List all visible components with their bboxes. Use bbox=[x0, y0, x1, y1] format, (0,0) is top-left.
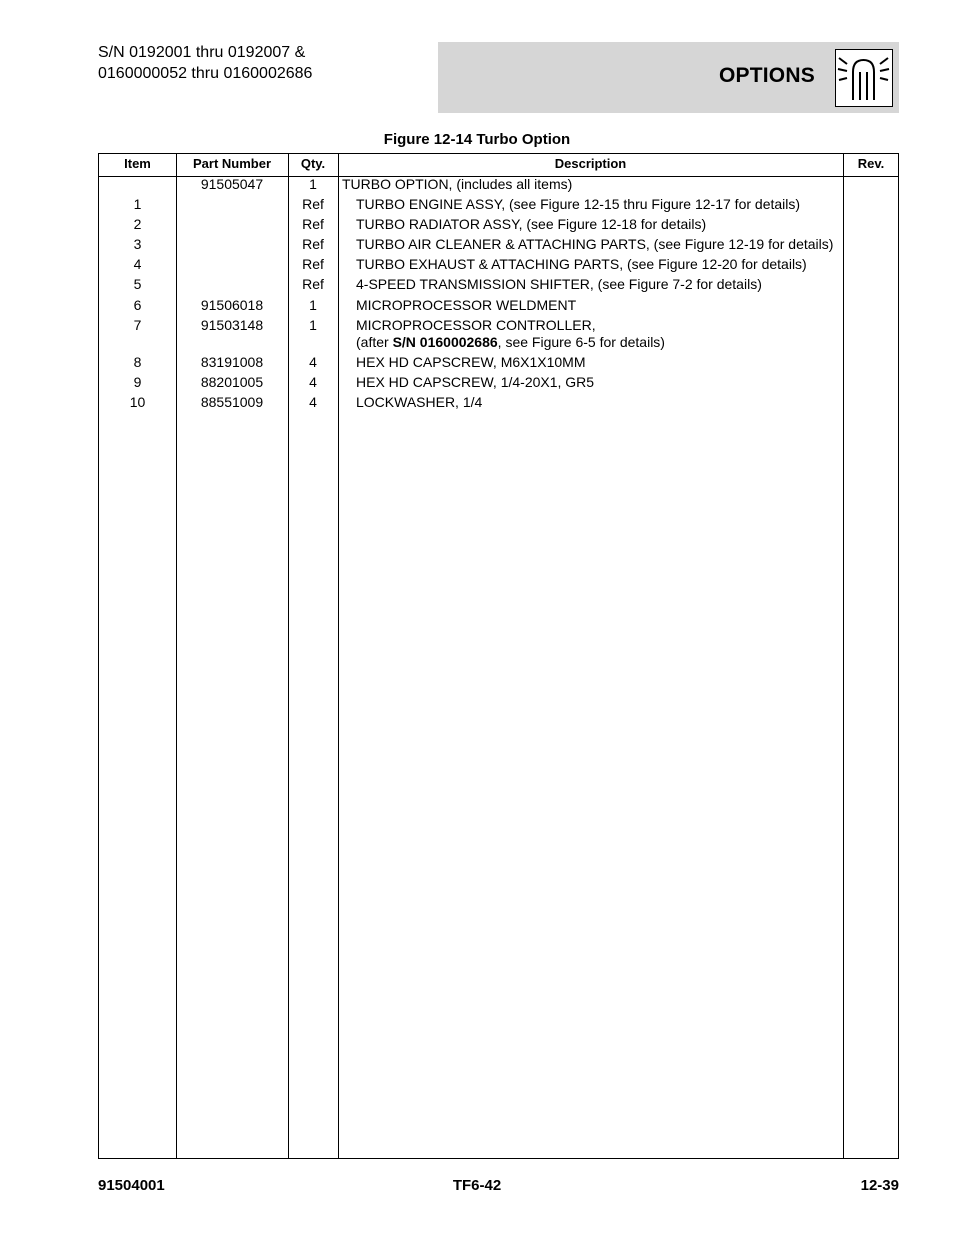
header-description: Description bbox=[554, 156, 627, 171]
cell-item: 6 bbox=[133, 297, 142, 313]
cell-qty: 4 bbox=[309, 374, 317, 390]
description-line-2 bbox=[356, 334, 856, 351]
footer-doc-number: 91504001 bbox=[98, 1177, 165, 1194]
cell-description: TURBO ENGINE ASSY, (see Figure 12-15 thru Figure 12-17 for details) bbox=[356, 196, 801, 212]
serial-line-2: 0160000052 thru 0160002686 bbox=[98, 65, 313, 82]
cell-qty: 1 bbox=[309, 176, 317, 192]
cell-qty: 1 bbox=[309, 317, 317, 333]
cell-qty: Ref bbox=[302, 196, 324, 212]
cell-qty: 4 bbox=[309, 394, 317, 410]
cell-item: 3 bbox=[133, 236, 142, 252]
header-item: Item bbox=[124, 156, 151, 171]
cell-part-number: 88201005 bbox=[200, 374, 264, 390]
cell-item: 2 bbox=[133, 216, 142, 232]
cell-part-number: 91506018 bbox=[200, 297, 264, 313]
cell-qty: Ref bbox=[302, 216, 324, 232]
cell-part-number: 88551009 bbox=[200, 394, 264, 410]
header-rev: Rev. bbox=[857, 156, 885, 171]
description-line-1: MICROPROCESSOR CONTROLLER, bbox=[356, 317, 596, 333]
cell-qty: Ref bbox=[302, 256, 324, 272]
cell-qty: 1 bbox=[309, 297, 317, 313]
options-section-icon bbox=[835, 49, 893, 107]
section-header-box bbox=[438, 42, 899, 113]
cell-item: 4 bbox=[133, 256, 142, 272]
cell-part-number: 83191008 bbox=[200, 354, 264, 370]
cell-item: 8 bbox=[133, 354, 142, 370]
cell-description bbox=[356, 317, 856, 351]
description-line-2-suffix: , see Figure 6-5 for details) bbox=[497, 334, 665, 350]
serial-line-1: S/N 0192001 thru 0192007 & bbox=[98, 44, 306, 61]
serial-number-range bbox=[98, 42, 312, 84]
footer-page-number: 12-39 bbox=[860, 1177, 899, 1194]
cell-item: 10 bbox=[129, 394, 146, 410]
cell-qty: Ref bbox=[302, 236, 324, 252]
figure-title: Figure 12-14 Turbo Option bbox=[383, 131, 571, 148]
description-line-2-prefix: (after bbox=[356, 334, 393, 350]
cell-description: TURBO OPTION, (includes all items) bbox=[342, 176, 573, 192]
header-qty: Qty. bbox=[300, 156, 326, 171]
cell-description: TURBO EXHAUST & ATTACHING PARTS, (see Figure 12-20 for details) bbox=[356, 256, 807, 272]
cell-description: TURBO AIR CLEANER & ATTACHING PARTS, (see Figure 12-19 for details) bbox=[356, 236, 834, 252]
cell-description: MICROPROCESSOR WELDMENT bbox=[356, 297, 577, 313]
col-divider bbox=[338, 154, 339, 1158]
cell-description: 4-SPEED TRANSMISSION SHIFTER, (see Figure 7-2 for details) bbox=[356, 276, 762, 292]
header-part-number: Part Number bbox=[192, 156, 272, 171]
parts-table bbox=[98, 153, 899, 1159]
cell-item: 7 bbox=[133, 317, 142, 333]
cell-description: LOCKWASHER, 1/4 bbox=[356, 394, 483, 410]
beacon-light-icon bbox=[836, 50, 891, 105]
cell-part-number: 91505047 bbox=[200, 176, 264, 192]
cell-description: HEX HD CAPSCREW, M6X1X10MM bbox=[356, 354, 586, 370]
cell-qty: Ref bbox=[302, 276, 324, 292]
cell-item: 5 bbox=[133, 276, 142, 292]
cell-description: TURBO RADIATOR ASSY, (see Figure 12-18 for details) bbox=[356, 216, 707, 232]
cell-description: HEX HD CAPSCREW, 1/4-20X1, GR5 bbox=[356, 374, 595, 390]
cell-part-number: 91503148 bbox=[200, 317, 264, 333]
serial-number-bold: S/N 0160002686 bbox=[392, 334, 498, 350]
cell-item: 1 bbox=[133, 196, 142, 212]
footer-model: TF6-42 bbox=[452, 1177, 502, 1194]
cell-item: 9 bbox=[133, 374, 142, 390]
cell-qty: 4 bbox=[309, 354, 317, 370]
section-title: OPTIONS bbox=[719, 64, 815, 87]
